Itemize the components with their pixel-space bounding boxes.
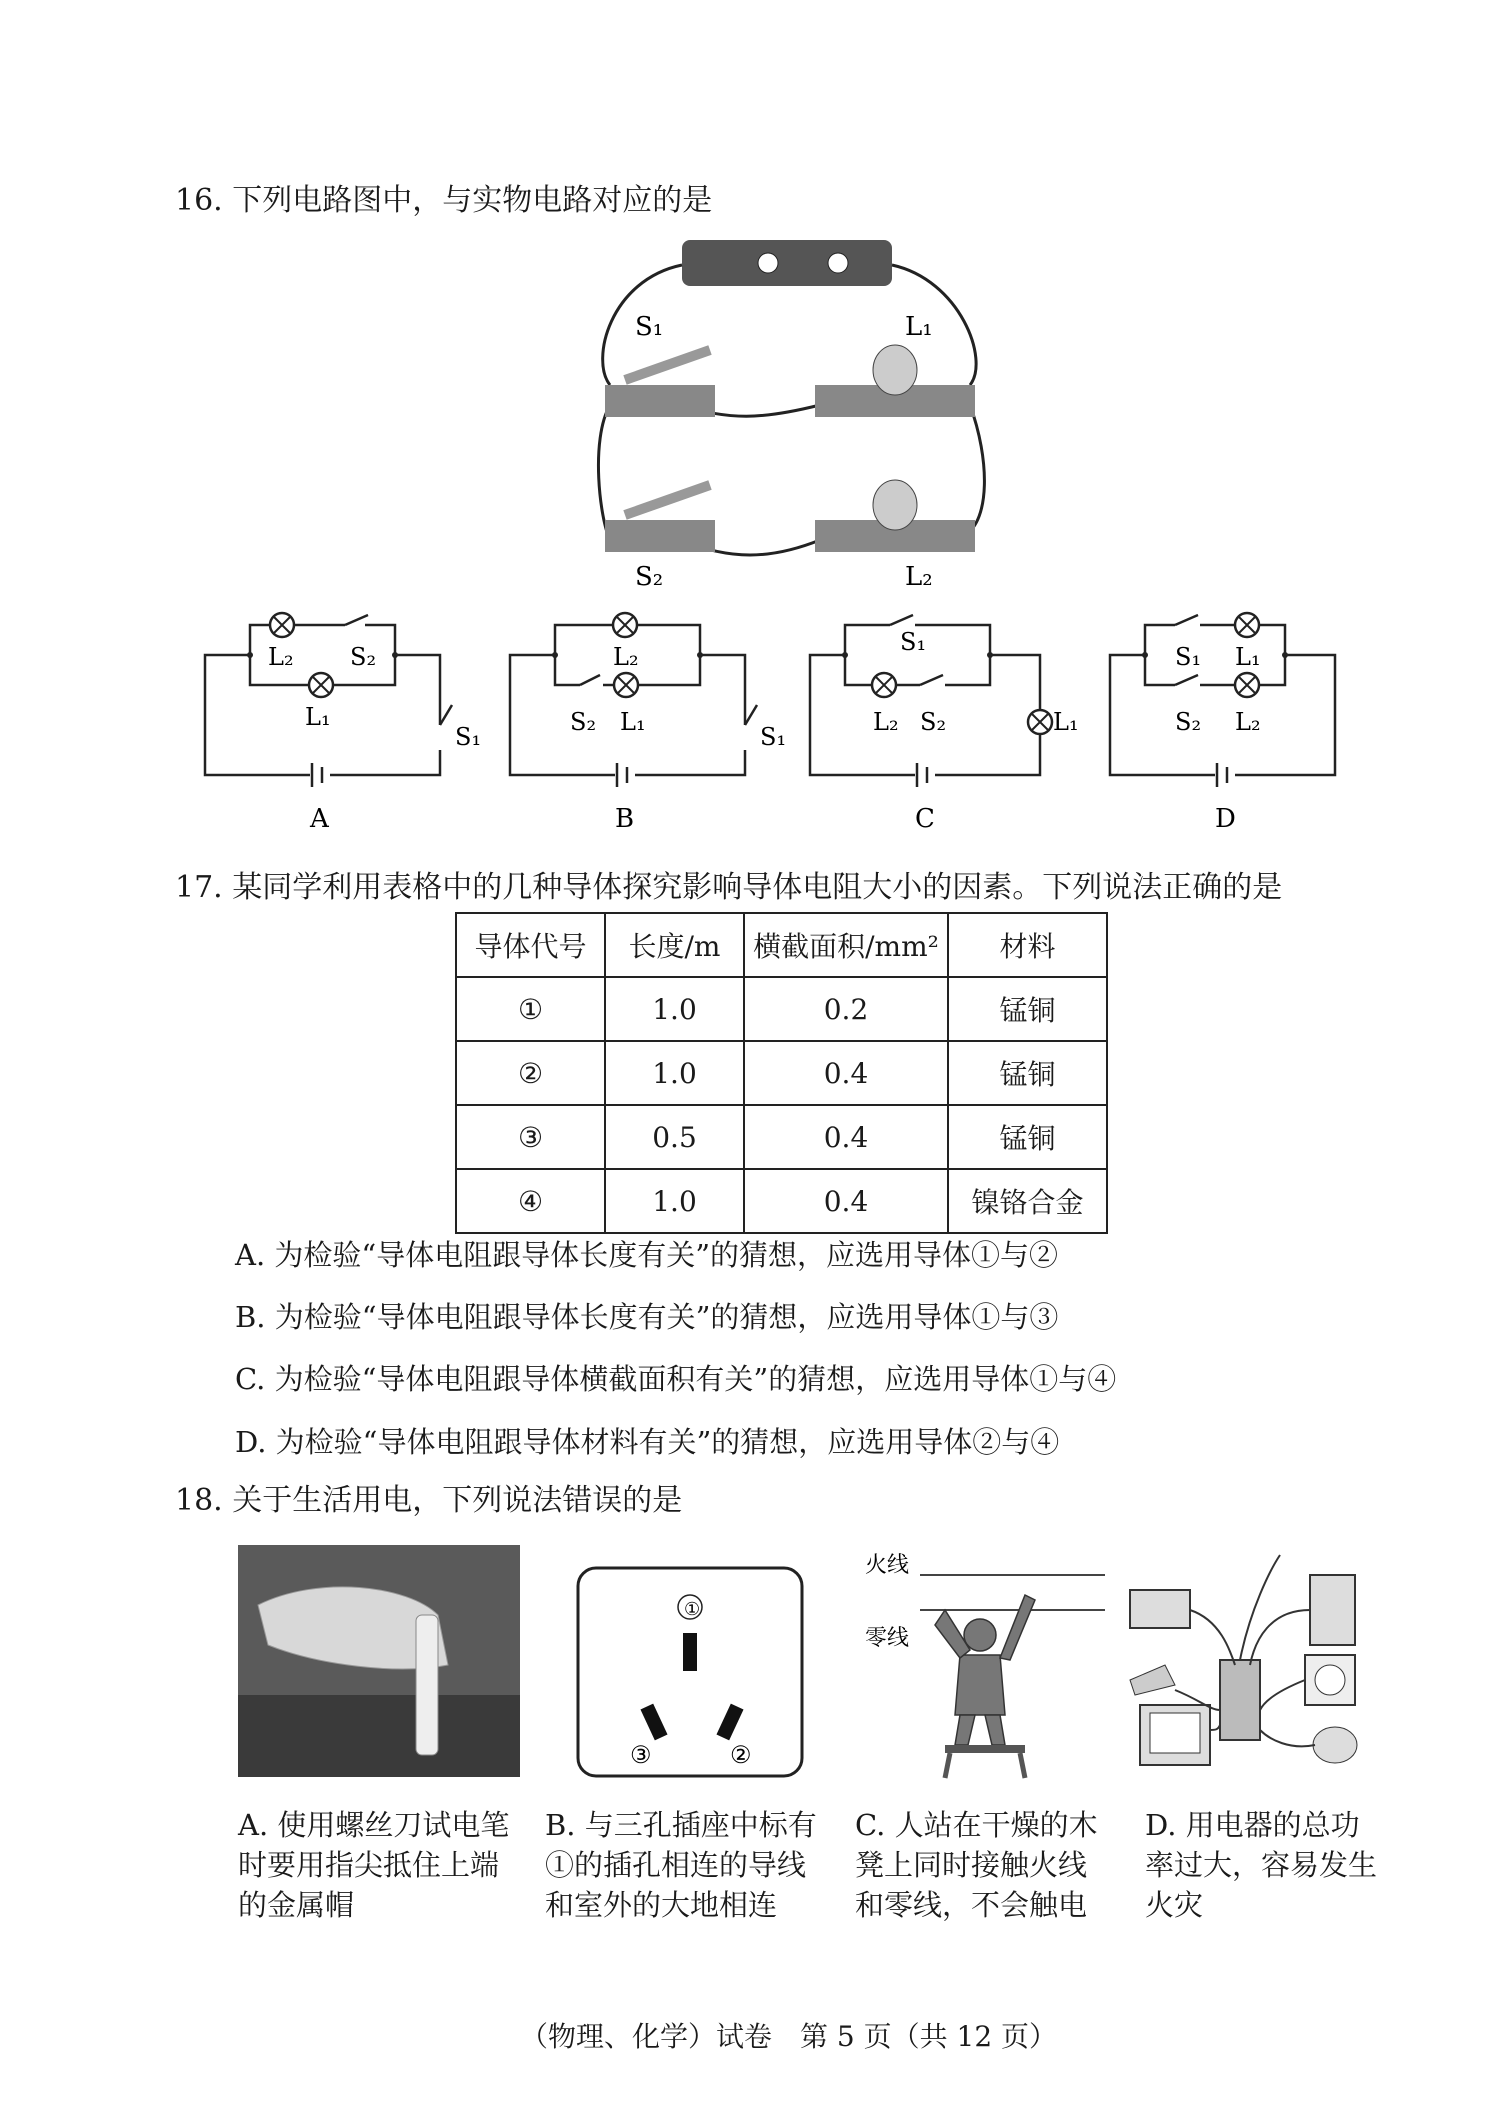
svg-text:L₁: L₁ <box>620 708 646 736</box>
option-letter: D <box>1215 804 1236 834</box>
page-footer: （物理、化学）试卷 第 5 页（共 12 页） <box>520 2020 1058 2053</box>
option-letter: B <box>615 804 635 834</box>
battery-icon <box>682 240 892 286</box>
neutral-wire-label: 零线 <box>865 1626 910 1651</box>
svg-text:S₂: S₂ <box>350 643 377 671</box>
q18-caption-a: A. 使用螺丝刀试电笔时要用指尖抵住上端的金属帽 <box>238 1808 510 1922</box>
svg-text:S₁: S₁ <box>1175 643 1202 671</box>
q18-caption-b: B. 与三孔插座中标有①的插孔相连的导线和室外的大地相连 <box>545 1808 817 1922</box>
option-letter: A <box>310 804 329 834</box>
svg-text:L₁: L₁ <box>305 703 331 731</box>
switch-s2-icon <box>605 520 715 552</box>
q18-caption-c: C. 人站在干燥的木凳上同时接触火线和零线，不会触电 <box>855 1808 1098 1922</box>
q18-caption-d: D. 用电器的总功率过大，容易发生火灾 <box>1145 1808 1378 1922</box>
photo-label-s1: S₁ <box>635 312 664 342</box>
q18-stem: 18. 关于生活用电，下列说法错误的是 <box>175 1483 683 1518</box>
person-on-stool-figure <box>860 1550 1110 1780</box>
table-row: ③ 0.5 0.4 锰铜 <box>456 1105 1107 1169</box>
svg-text:L₁: L₁ <box>1053 708 1079 736</box>
test-pen-photo <box>238 1545 520 1777</box>
table-header: 横截面积/mm² <box>744 913 948 977</box>
table-header: 导体代号 <box>456 913 605 977</box>
circuit-diagram-c <box>795 605 1079 834</box>
circuit-diagram-d <box>1095 605 1355 834</box>
circuit-diagram-b <box>495 605 787 834</box>
table-row: ① 1.0 0.2 锰铜 <box>456 977 1107 1041</box>
kettle-icon <box>1313 1727 1357 1763</box>
q17-stem: 17. 某同学利用表格中的几种导体探究影响导体电阻大小的因素。下列说法正确的是 <box>175 870 1283 905</box>
q17-option-a: A. 为检验“导体电阻跟导体长度有关”的猜想，应选用导体①与② <box>235 1238 1059 1272</box>
table-header: 材料 <box>948 913 1107 977</box>
circuit-diagram-a <box>190 605 482 834</box>
q17-option-d: D. 为检验“导体电阻跟导体材料有关”的猜想，应选用导体②与④ <box>235 1425 1060 1459</box>
svg-text:S₂: S₂ <box>1175 708 1202 736</box>
svg-text:①: ① <box>684 1599 701 1620</box>
svg-text:L₂: L₂ <box>268 643 294 671</box>
photo-label-l2: L₂ <box>905 562 933 592</box>
test-pen-icon <box>416 1615 438 1755</box>
table-row: ② 1.0 0.4 锰铜 <box>456 1041 1107 1105</box>
svg-text:L₂: L₂ <box>873 708 899 736</box>
table-header-row <box>456 913 1107 977</box>
switch-s1-icon <box>605 385 715 417</box>
q17-option-b: B. 为检验“导体电阻跟导体长度有关”的猜想，应选用导体①与③ <box>235 1300 1059 1334</box>
microwave-icon <box>1130 1590 1190 1628</box>
svg-text:S₂: S₂ <box>570 708 597 736</box>
conductor-table <box>455 912 1108 1234</box>
svg-text:②: ② <box>730 1741 752 1769</box>
svg-text:③: ③ <box>630 1741 652 1769</box>
option-letter: C <box>915 804 935 834</box>
live-wire-label: 火线 <box>865 1553 910 1578</box>
svg-text:S₁: S₁ <box>760 723 787 751</box>
person-icon <box>935 1595 1035 1745</box>
svg-text:L₂: L₂ <box>1235 708 1261 736</box>
overloaded-appliances-figure <box>1120 1550 1380 1780</box>
fridge-icon <box>1310 1575 1355 1645</box>
svg-text:L₂: L₂ <box>613 643 639 671</box>
physical-circuit-figure <box>570 220 990 600</box>
svg-text:S₁: S₁ <box>900 628 927 656</box>
table-row: ④ 1.0 0.4 镍铬合金 <box>456 1169 1107 1233</box>
svg-text:L₁: L₁ <box>1235 643 1261 671</box>
power-strip-icon <box>1220 1660 1260 1740</box>
svg-text:S₂: S₂ <box>920 708 947 736</box>
svg-text:S₁: S₁ <box>455 723 482 751</box>
iron-icon <box>1130 1665 1175 1695</box>
table-header: 长度/m <box>605 913 744 977</box>
photo-label-s2: S₂ <box>635 562 664 592</box>
photo-label-l1: L₁ <box>905 312 933 342</box>
three-hole-socket <box>575 1565 805 1780</box>
q17-option-c: C. 为检验“导体电阻跟导体横截面积有关”的猜想，应选用导体①与④ <box>235 1362 1117 1396</box>
q16-stem: 16. 下列电路图中，与实物电路对应的是 <box>175 183 713 218</box>
